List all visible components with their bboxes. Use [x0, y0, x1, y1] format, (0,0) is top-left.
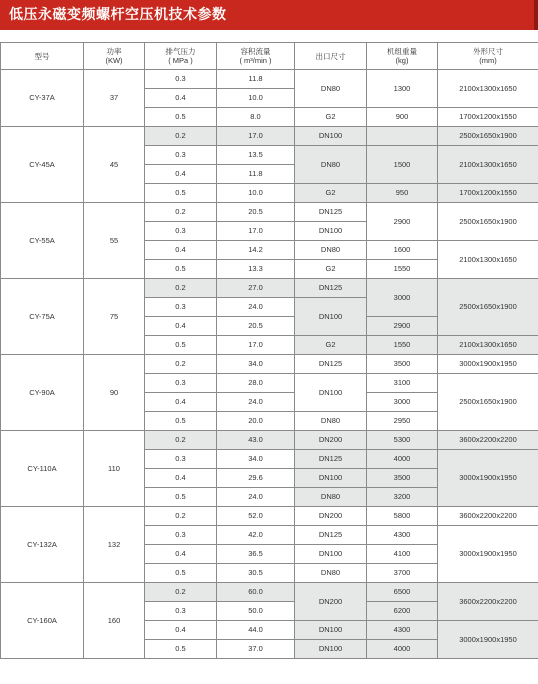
model-cell: CY-55A	[1, 203, 84, 279]
weight-cell: 3200	[367, 488, 438, 507]
outlet-cell: DN200	[295, 431, 367, 450]
header-dims: 外形尺寸 (mm)	[438, 43, 538, 70]
flow-cell: 42.0	[217, 526, 295, 545]
flow-cell: 44.0	[217, 621, 295, 640]
pressure-cell: 0.2	[145, 507, 217, 526]
flow-cell: 30.5	[217, 564, 295, 583]
outlet-cell: G2	[295, 108, 367, 127]
flow-cell: 20.0	[217, 412, 295, 431]
table-row	[1, 583, 538, 602]
outlet-cell: DN100	[295, 545, 367, 564]
weight-cell: 6500	[367, 583, 438, 602]
weight-cell: 2900	[367, 203, 438, 241]
table-row	[1, 127, 538, 146]
flow-cell: 43.0	[217, 431, 295, 450]
flow-cell: 17.0	[217, 336, 295, 355]
pressure-cell: 0.2	[145, 279, 217, 298]
pressure-cell: 0.3	[145, 222, 217, 241]
pressure-cell: 0.5	[145, 336, 217, 355]
dims-cell: 1700x1200x1550	[438, 108, 538, 127]
pressure-cell: 0.4	[145, 621, 217, 640]
dims-cell: 2500x1650x1900	[438, 374, 538, 431]
power-cell: 110	[84, 431, 145, 507]
table-row	[1, 431, 538, 450]
weight-cell: 950	[367, 184, 438, 203]
outlet-cell: DN100	[295, 222, 367, 241]
flow-cell: 34.0	[217, 450, 295, 469]
weight-cell: 3000	[367, 279, 438, 317]
outlet-cell: DN125	[295, 203, 367, 222]
dims-cell: 3600x2200x2200	[438, 431, 538, 450]
header-flow: 容积流量 ( m³/min )	[217, 43, 295, 70]
outlet-cell: DN100	[295, 469, 367, 488]
pressure-cell: 0.2	[145, 583, 217, 602]
weight-cell: 6200	[367, 602, 438, 621]
weight-cell: 1550	[367, 260, 438, 279]
weight-cell: 3500	[367, 469, 438, 488]
spec-table	[0, 42, 538, 659]
flow-cell: 24.0	[217, 488, 295, 507]
weight-cell: 3500	[367, 355, 438, 374]
dims-cell: 2500x1650x1900	[438, 127, 538, 146]
pressure-cell: 0.2	[145, 355, 217, 374]
flow-cell: 13.5	[217, 146, 295, 165]
flow-cell: 10.0	[217, 89, 295, 108]
page-title: 低压永磁变频螺杆空压机技术参数	[9, 7, 227, 23]
dims-cell: 3000x1900x1950	[438, 621, 538, 659]
flow-cell: 11.8	[217, 70, 295, 89]
pressure-cell: 0.2	[145, 431, 217, 450]
weight-cell: 1550	[367, 336, 438, 355]
outlet-cell: G2	[295, 184, 367, 203]
pressure-cell: 0.4	[145, 317, 217, 336]
power-cell: 37	[84, 70, 145, 127]
power-cell: 75	[84, 279, 145, 355]
flow-cell: 20.5	[217, 317, 295, 336]
outlet-cell: DN80	[295, 488, 367, 507]
weight-cell: 2950	[367, 412, 438, 431]
pressure-cell: 0.3	[145, 526, 217, 545]
table-row	[1, 203, 538, 222]
flow-cell: 27.0	[217, 279, 295, 298]
header-outlet: 出口尺寸	[295, 43, 367, 70]
spec-table-body	[1, 70, 538, 659]
outlet-cell: DN100	[295, 127, 367, 146]
weight-cell: 2900	[367, 317, 438, 336]
pressure-cell: 0.4	[145, 545, 217, 564]
outlet-cell: G2	[295, 336, 367, 355]
dims-cell: 2100x1300x1650	[438, 70, 538, 108]
model-cell: CY-132A	[1, 507, 84, 583]
pressure-cell: 0.3	[145, 146, 217, 165]
power-cell: 160	[84, 583, 145, 659]
outlet-cell: G2	[295, 260, 367, 279]
outlet-cell: DN100	[295, 640, 367, 659]
pressure-cell: 0.2	[145, 127, 217, 146]
pressure-cell: 0.5	[145, 260, 217, 279]
weight-cell: 4000	[367, 640, 438, 659]
pressure-cell: 0.4	[145, 89, 217, 108]
flow-cell: 8.0	[217, 108, 295, 127]
flow-cell: 17.0	[217, 127, 295, 146]
weight-cell: 4000	[367, 450, 438, 469]
weight-cell: 1300	[367, 70, 438, 108]
flow-cell: 20.5	[217, 203, 295, 222]
outlet-cell: DN200	[295, 507, 367, 526]
header-weight: 机组重量 (kg)	[367, 43, 438, 70]
table-row	[1, 507, 538, 526]
pressure-cell: 0.3	[145, 374, 217, 393]
weight-cell: 1600	[367, 241, 438, 260]
pressure-cell: 0.4	[145, 241, 217, 260]
outlet-cell: DN100	[295, 374, 367, 412]
model-cell: CY-37A	[1, 70, 84, 127]
flow-cell: 34.0	[217, 355, 295, 374]
flow-cell: 17.0	[217, 222, 295, 241]
weight-cell: 5300	[367, 431, 438, 450]
flow-cell: 28.0	[217, 374, 295, 393]
outlet-cell: DN80	[295, 70, 367, 108]
header-row	[1, 43, 538, 70]
title-bar	[0, 0, 538, 30]
model-cell: CY-75A	[1, 279, 84, 355]
weight-cell	[367, 127, 438, 146]
flow-cell: 60.0	[217, 583, 295, 602]
dims-cell: 3600x2200x2200	[438, 507, 538, 526]
flow-cell: 29.6	[217, 469, 295, 488]
pressure-cell: 0.5	[145, 488, 217, 507]
outlet-cell: DN200	[295, 583, 367, 621]
weight-cell: 1500	[367, 146, 438, 184]
outlet-cell: DN80	[295, 146, 367, 184]
dims-cell: 2100x1300x1650	[438, 241, 538, 279]
pressure-cell: 0.3	[145, 602, 217, 621]
table-row	[1, 279, 538, 298]
flow-cell: 14.2	[217, 241, 295, 260]
pressure-cell: 0.5	[145, 108, 217, 127]
pressure-cell: 0.3	[145, 70, 217, 89]
pressure-cell: 0.2	[145, 203, 217, 222]
flow-cell: 24.0	[217, 298, 295, 317]
pressure-cell: 0.4	[145, 469, 217, 488]
weight-cell: 3100	[367, 374, 438, 393]
weight-cell: 3700	[367, 564, 438, 583]
weight-cell: 4300	[367, 526, 438, 545]
pressure-cell: 0.3	[145, 450, 217, 469]
model-cell: CY-160A	[1, 583, 84, 659]
dims-cell: 2500x1650x1900	[438, 203, 538, 241]
power-cell: 45	[84, 127, 145, 203]
power-cell: 132	[84, 507, 145, 583]
pressure-cell: 0.5	[145, 564, 217, 583]
pressure-cell: 0.4	[145, 393, 217, 412]
dims-cell: 2500x1650x1900	[438, 279, 538, 336]
outlet-cell: DN80	[295, 241, 367, 260]
pressure-cell: 0.4	[145, 165, 217, 184]
title-accent	[534, 0, 538, 30]
model-cell: CY-90A	[1, 355, 84, 431]
power-cell: 55	[84, 203, 145, 279]
flow-cell: 36.5	[217, 545, 295, 564]
weight-cell: 5800	[367, 507, 438, 526]
dims-cell: 1700x1200x1550	[438, 184, 538, 203]
dims-cell: 2100x1300x1650	[438, 146, 538, 184]
flow-cell: 52.0	[217, 507, 295, 526]
pressure-cell: 0.3	[145, 298, 217, 317]
outlet-cell: DN80	[295, 564, 367, 583]
model-cell: CY-45A	[1, 127, 84, 203]
flow-cell: 37.0	[217, 640, 295, 659]
flow-cell: 11.8	[217, 165, 295, 184]
header-model: 型号	[1, 43, 84, 70]
flow-cell: 24.0	[217, 393, 295, 412]
flow-cell: 50.0	[217, 602, 295, 621]
model-cell: CY-110A	[1, 431, 84, 507]
weight-cell: 4100	[367, 545, 438, 564]
header-pressure: 排气压力 ( MPa )	[145, 43, 217, 70]
table-row	[1, 355, 538, 374]
outlet-cell: DN100	[295, 621, 367, 640]
dims-cell: 2100x1300x1650	[438, 336, 538, 355]
outlet-cell: DN125	[295, 526, 367, 545]
header-power: 功率 (KW)	[84, 43, 145, 70]
weight-cell: 4300	[367, 621, 438, 640]
flow-cell: 13.3	[217, 260, 295, 279]
flow-cell: 10.0	[217, 184, 295, 203]
dims-cell: 3000x1900x1950	[438, 450, 538, 507]
dims-cell: 3000x1900x1950	[438, 526, 538, 583]
table-row	[1, 70, 538, 89]
pressure-cell: 0.5	[145, 412, 217, 431]
pressure-cell: 0.5	[145, 184, 217, 203]
outlet-cell: DN80	[295, 412, 367, 431]
dims-cell: 3600x2200x2200	[438, 583, 538, 621]
outlet-cell: DN125	[295, 450, 367, 469]
outlet-cell: DN125	[295, 355, 367, 374]
power-cell: 90	[84, 355, 145, 431]
pressure-cell: 0.5	[145, 640, 217, 659]
outlet-cell: DN100	[295, 298, 367, 336]
weight-cell: 900	[367, 108, 438, 127]
weight-cell: 3000	[367, 393, 438, 412]
outlet-cell: DN125	[295, 279, 367, 298]
dims-cell: 3000x1900x1950	[438, 355, 538, 374]
